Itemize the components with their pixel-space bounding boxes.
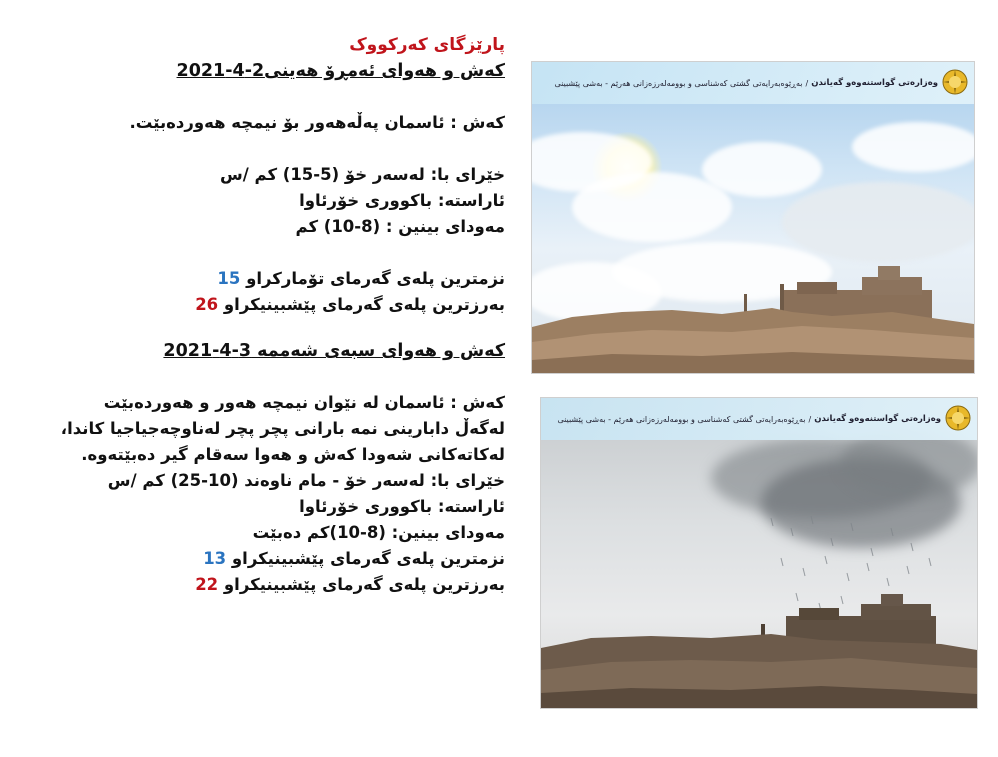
day2-sky-line3: لەکاتەکانی شەودا کەش و هەوا سەقام گیر دەبێتەوە. (81, 445, 505, 464)
day1-min-temp (95, 266, 505, 292)
day1-max-value: 26 (195, 295, 219, 314)
day2-wind-direction: ئاراستە: باکووری خۆرئاوا (299, 497, 505, 516)
day1-max-temp (95, 292, 505, 318)
ministry-banner (532, 62, 974, 104)
ministry-banner (541, 398, 977, 440)
day2-min-temp (95, 546, 505, 572)
day1-visibility: مەودای بینین : (8-10) کم (295, 217, 505, 236)
day2-min-label: نزمترین پلەی گەرمای پێشبینیکراو (231, 549, 505, 568)
day2-max-temp (95, 572, 505, 598)
day2-visibility: مەودای بینین: (8-10)کم دەبێت (252, 523, 505, 542)
directorate-name: بەڕێوەبەرایەتی گشتی کەشناسی و بوومەلەرزەزانی هەرێم - بەشی پێشبینی (554, 78, 803, 88)
province-title: پارێزگای کەرکووک (349, 35, 505, 55)
day1-min-label: نزمترین پلەی گەرمای تۆمارکراو (246, 269, 505, 288)
day2-sky-line1: کەش : ئاسمان لە نێوان نیمچە هەور و هەوردەبێت (103, 393, 505, 412)
day2-min-value: 13 (203, 549, 227, 568)
kurdistan-sun-emblem-icon (945, 405, 971, 431)
banner-separator: / (805, 78, 809, 88)
directorate-name: بەڕێوەبەرایەتی گشتی کەشناسی و بوومەلەرزەزانی هەرێم - بەشی پێشبینی (557, 414, 806, 424)
kurdistan-sun-emblem-icon (942, 69, 968, 95)
day1-wind-direction: ئاراستە: باکووری خۆرئاوا (299, 191, 505, 210)
day1-wind-speed: خێرای با: لەسەر خۆ (5-15) کم /س (219, 165, 505, 184)
banner-separator: / (808, 414, 812, 424)
forecast-image-day2 (540, 397, 978, 709)
forecast-image-day1 (531, 61, 975, 374)
day1-min-value: 15 (217, 269, 241, 288)
rain-landscape (541, 398, 977, 708)
day2-heading: کەش و هەوای سبەی شەممە 3-4-2021 (163, 341, 505, 361)
day2-sky-line2: لەگەڵ دابارینی نمە بارانی پچر پچر لەناوچەجیاجیا کاندا، (60, 419, 505, 438)
day1-heading: کەش و هەوای ئەمڕۆ هەینی2-4-2021 (176, 61, 505, 81)
ministry-name: وەزارەتی گواستنەوەو گەیاندن (811, 78, 938, 88)
day2-max-label: بەرزترین پلەی گەرمای پێشبینیکراو (223, 575, 505, 594)
day2-max-value: 22 (195, 575, 219, 594)
forecast-text (60, 32, 505, 598)
day2-wind-speed: خێرای با: لەسەر خۆ - مام ناوەند (10-25) کم /س (107, 471, 505, 490)
day1-max-label: بەرزترین پلەی گەرمای پێشبینیکراو (223, 295, 505, 314)
ministry-name: وەزارەتی گواستنەوەو گەیاندن (814, 414, 941, 424)
citadel-landscape (532, 62, 974, 373)
day1-sky: کەش : ئاسمان پەڵەهەور بۆ نیمچە هەوردەبێت. (129, 113, 505, 132)
rain-drops-icon (771, 516, 931, 618)
